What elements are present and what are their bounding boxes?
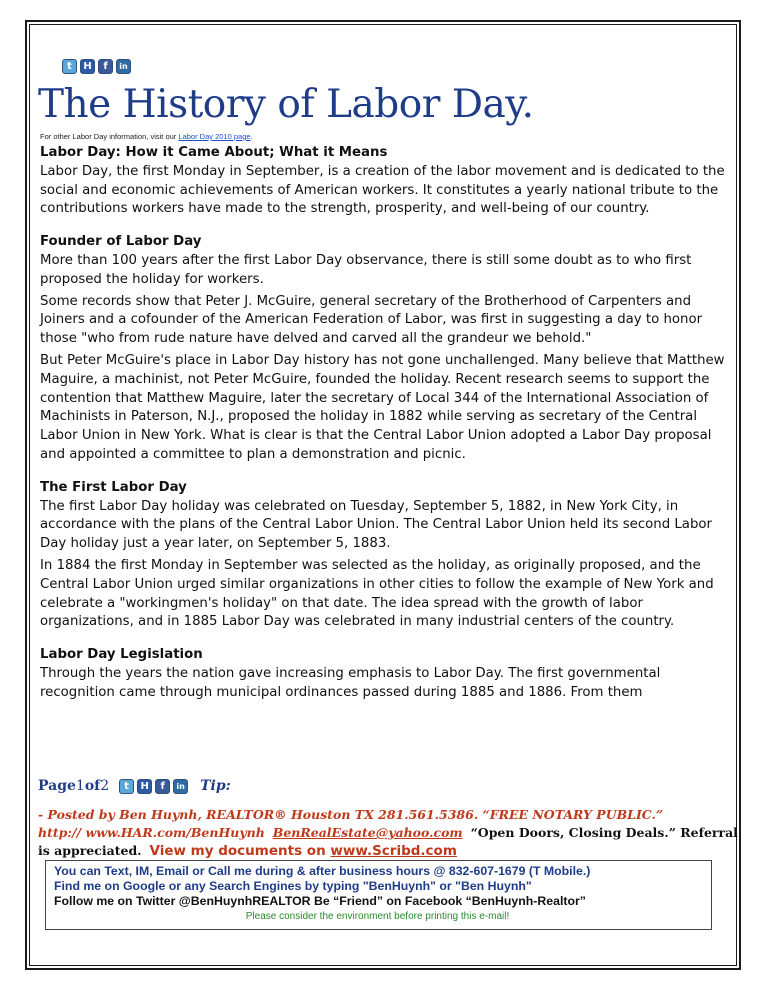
page-indicator [38,778,231,794]
contact-box [45,860,712,930]
section-heading: Labor Day Legislation [40,647,203,663]
har-url-link[interactable] [38,825,265,840]
article-section [40,479,730,632]
section-paragraph: In 1884 the first Monday in September was selected as the holiday, as originally proposed, and the Central Labor Union urged similar organizations in other cities to follow the example of New York and celebrate a "workingmen's holiday" on that date. The idea spread with the growth of labor organizations, and in 1885 Labor Day was celebrated in many industrial centers of the country. [40,557,714,630]
posted-by-text: - Posted by Ben Huynh, REALTOR® Houston TX 281.561.5386. “FREE NOTARY PUBLIC.” [38,807,664,822]
har-url-text: http:// www.HAR.com/BenHuynh [38,825,265,840]
tip-label: Tip: [200,778,231,794]
page-of: of [84,778,101,794]
article-section [40,233,730,465]
labor-day-2010-link[interactable]: Labor Day 2010 page [178,132,251,141]
article-section [40,646,730,702]
twitter-icon[interactable]: t [119,779,134,794]
page-label: Page [38,778,76,794]
section-heading: Labor Day: How it Came About; What it Means [40,145,388,160]
posted-by-block [38,806,738,860]
section-paragraph: Some records show that Peter J. McGuire, general secretary of the Brotherhood of Carpenters and Joiners and a cofounder of the American Federation of Labor, was first in suggesting a day to honor those "who from rude nature have delved and carved all the grandeur we behold." [40,293,703,347]
linkedin-icon[interactable]: in [173,779,188,794]
article-body [40,144,730,717]
section-paragraph: The first Labor Day holiday was celebrated on Tuesday, September 5, 1882, in New York City, in accordance with the plans of the Central Labor Union. The Central Labor Union held its second Labor Day holiday just a year later, on September 5, 1883. [40,498,712,552]
scribd-link[interactable]: www.Scribd.com [330,843,457,859]
labor-day-note [40,132,253,141]
linkedin-icon[interactable]: in [116,59,131,74]
note-prefix: For other Labor Day information, visit our [40,132,179,141]
section-heading: The First Labor Day [40,479,187,495]
section-paragraph: Labor Day, the first Monday in September, is a creation of the labor movement and is dedicated to the social and economic achievements of American workers. It constitutes a yearly national tribute to the contributions workers have made to the strength, prosperity, and well-being of our country. [40,163,725,217]
section-heading: Founder of Labor Day [40,234,202,250]
section-paragraph: But Peter McGuire's place in Labor Day history has not gone unchallenged. Many believe that Matthew Maguire, a machinist, not Peter McGuire, founded the holiday. Recent research seems to support the contention that Matthew Maguire, later the secretary of Local 344 of the International Association of Machinists in Paterson, N.J., proposed the holiday in 1882 while serving as secretary of the Central Labor Union in New York. What is clear is that the Central Labor Union adopted a Labor Day proposal and appointed a committee to plan a demonstration and picnic. [40,352,725,462]
page-total: 2 [100,778,110,794]
contact-line-call: You can Text, IM, Email or Call me during & after business hours @ 832-607-1679 (T Mobile.) [54,864,591,878]
page-current: 1 [75,778,85,794]
email-link[interactable]: BenRealEstate@yahoo.com [272,825,463,840]
environment-note: Please consider the environment before printing this e-mail! [245,911,510,922]
section-paragraph: Through the years the nation gave increasing emphasis to Labor Day. The first governmental recognition came through municipal ordinances passed during 1885 and 1886. From them [40,665,661,700]
facebook-icon[interactable]: f [155,779,170,794]
social-icons-top [62,59,131,74]
note-suffix: . [250,132,253,141]
social-icons-footer [119,779,188,794]
facebook-icon[interactable]: f [98,59,113,74]
section-paragraph: More than 100 years after the first Labor Day observance, there is still some doubt as to who first proposed the holiday for workers. [40,252,692,287]
twitter-icon[interactable]: t [62,59,77,74]
contact-line-social: Follow me on Twitter @BenHuynhREALTOR Be “Friend” on Facebook “BenHuynh-Realtor” [54,894,586,908]
slogan-text: “Open Doors, Closing Deals.” Referral is appreciated. [38,825,738,858]
contact-line-google: Find me on Google or any Search Engines by typing "BenHuynh" or "Ben Huynh" [54,879,532,893]
har-icon[interactable]: H [80,59,95,74]
page-title: The History of Labor Day. [38,82,534,127]
har-icon[interactable]: H [137,779,152,794]
article-section [40,144,730,219]
view-docs-label: View my documents on [149,843,331,859]
